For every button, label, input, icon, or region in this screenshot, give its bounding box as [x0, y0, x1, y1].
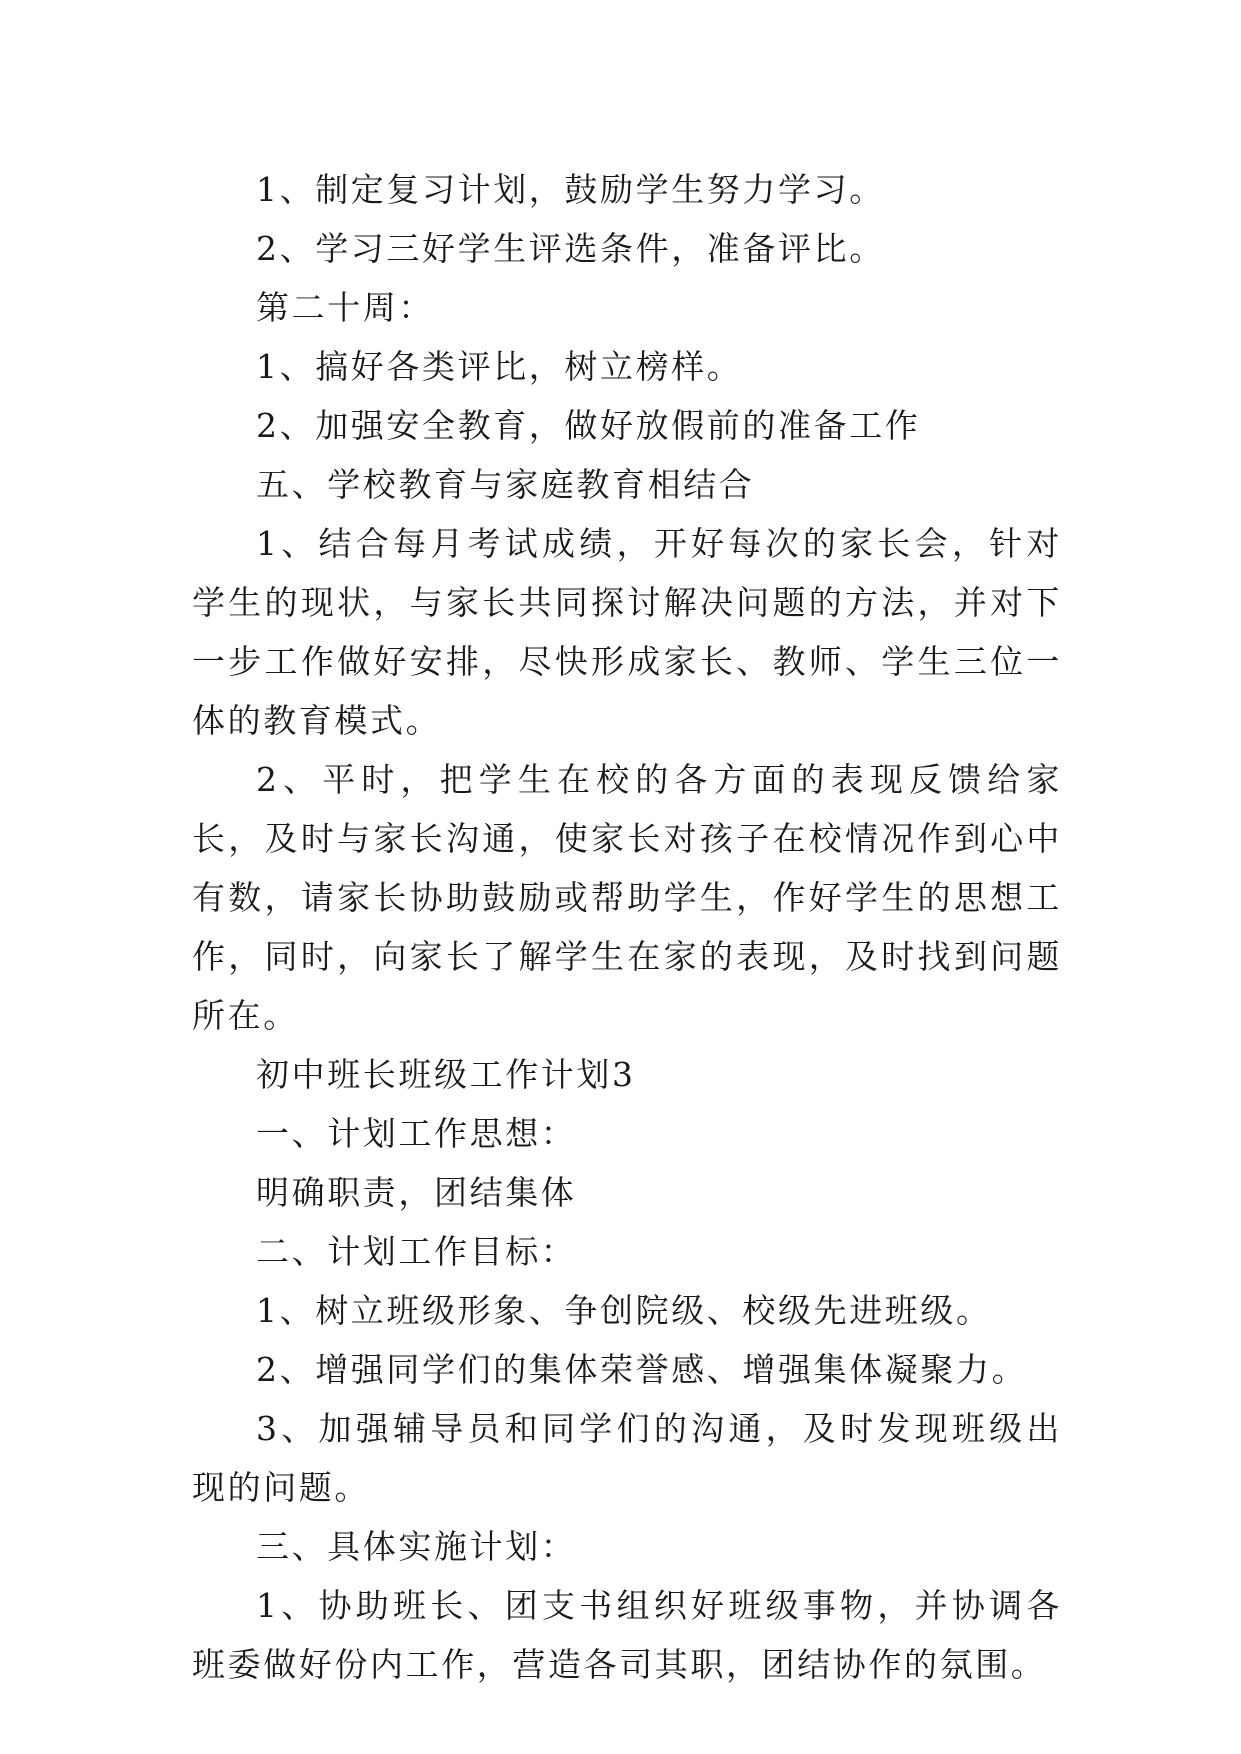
section-heading-goals: 二、计划工作目标： [256, 1232, 577, 1271]
paragraph-item-evaluations: 1、搞好各类评比，树立榜样。 [256, 347, 743, 386]
paragraph-item-communication: 3、加强辅导员和同学们的沟通，及时发现班级出现的问题。 [192, 1409, 1062, 1507]
paragraph-item-class-image: 1、树立班级形象、争创院级、校级先进班级。 [256, 1291, 992, 1330]
paragraph-item-merit-criteria: 2、学习三好学生评选条件，准备评比。 [256, 229, 885, 268]
paragraph-item-safety: 2、加强安全教育，做好放假前的准备工作 [256, 406, 921, 445]
week-heading: 第二十周： [256, 288, 434, 327]
paragraph-item-assist-monitor: 1、协助班长、团支书组织好班级事物，并协调各班委做好份内工作，营造各司其职，团结协作的氛围。 [192, 1586, 1062, 1684]
paragraph-item-review-plan: 1、制定复习计划，鼓励学生努力学习。 [256, 170, 885, 209]
section-heading-thinking: 一、计划工作思想： [256, 1114, 577, 1153]
document-body [192, 160, 1062, 1694]
paragraph-item-parent-feedback: 2、平时，把学生在校的各方面的表现反馈给家长，及时与家长沟通，使家长对孩子在校情况作到心中有数，请家长协助鼓励或帮助学生，作好学生的思想工作，同时，向家长了解学生在家的表现，及时找到问题所在。 [192, 760, 1062, 1035]
section-heading-implementation: 三、具体实施计划： [256, 1527, 577, 1566]
section-heading-school-family: 五、学校教育与家庭教育相结合 [256, 465, 755, 504]
paragraph-thinking: 明确职责，团结集体 [256, 1173, 577, 1212]
paragraph-item-honor: 2、增强同学们的集体荣誉感、增强集体凝聚力。 [256, 1350, 1028, 1389]
plan-title: 初中班长班级工作计划3 [256, 1055, 636, 1094]
paragraph-item-parent-meetings: 1、结合每月考试成绩，开好每次的家长会，针对学生的现状，与家长共同探讨解决问题的方法，并对下一步工作做好安排，尽快形成家长、教师、学生三位一体的教育模式。 [192, 524, 1062, 740]
